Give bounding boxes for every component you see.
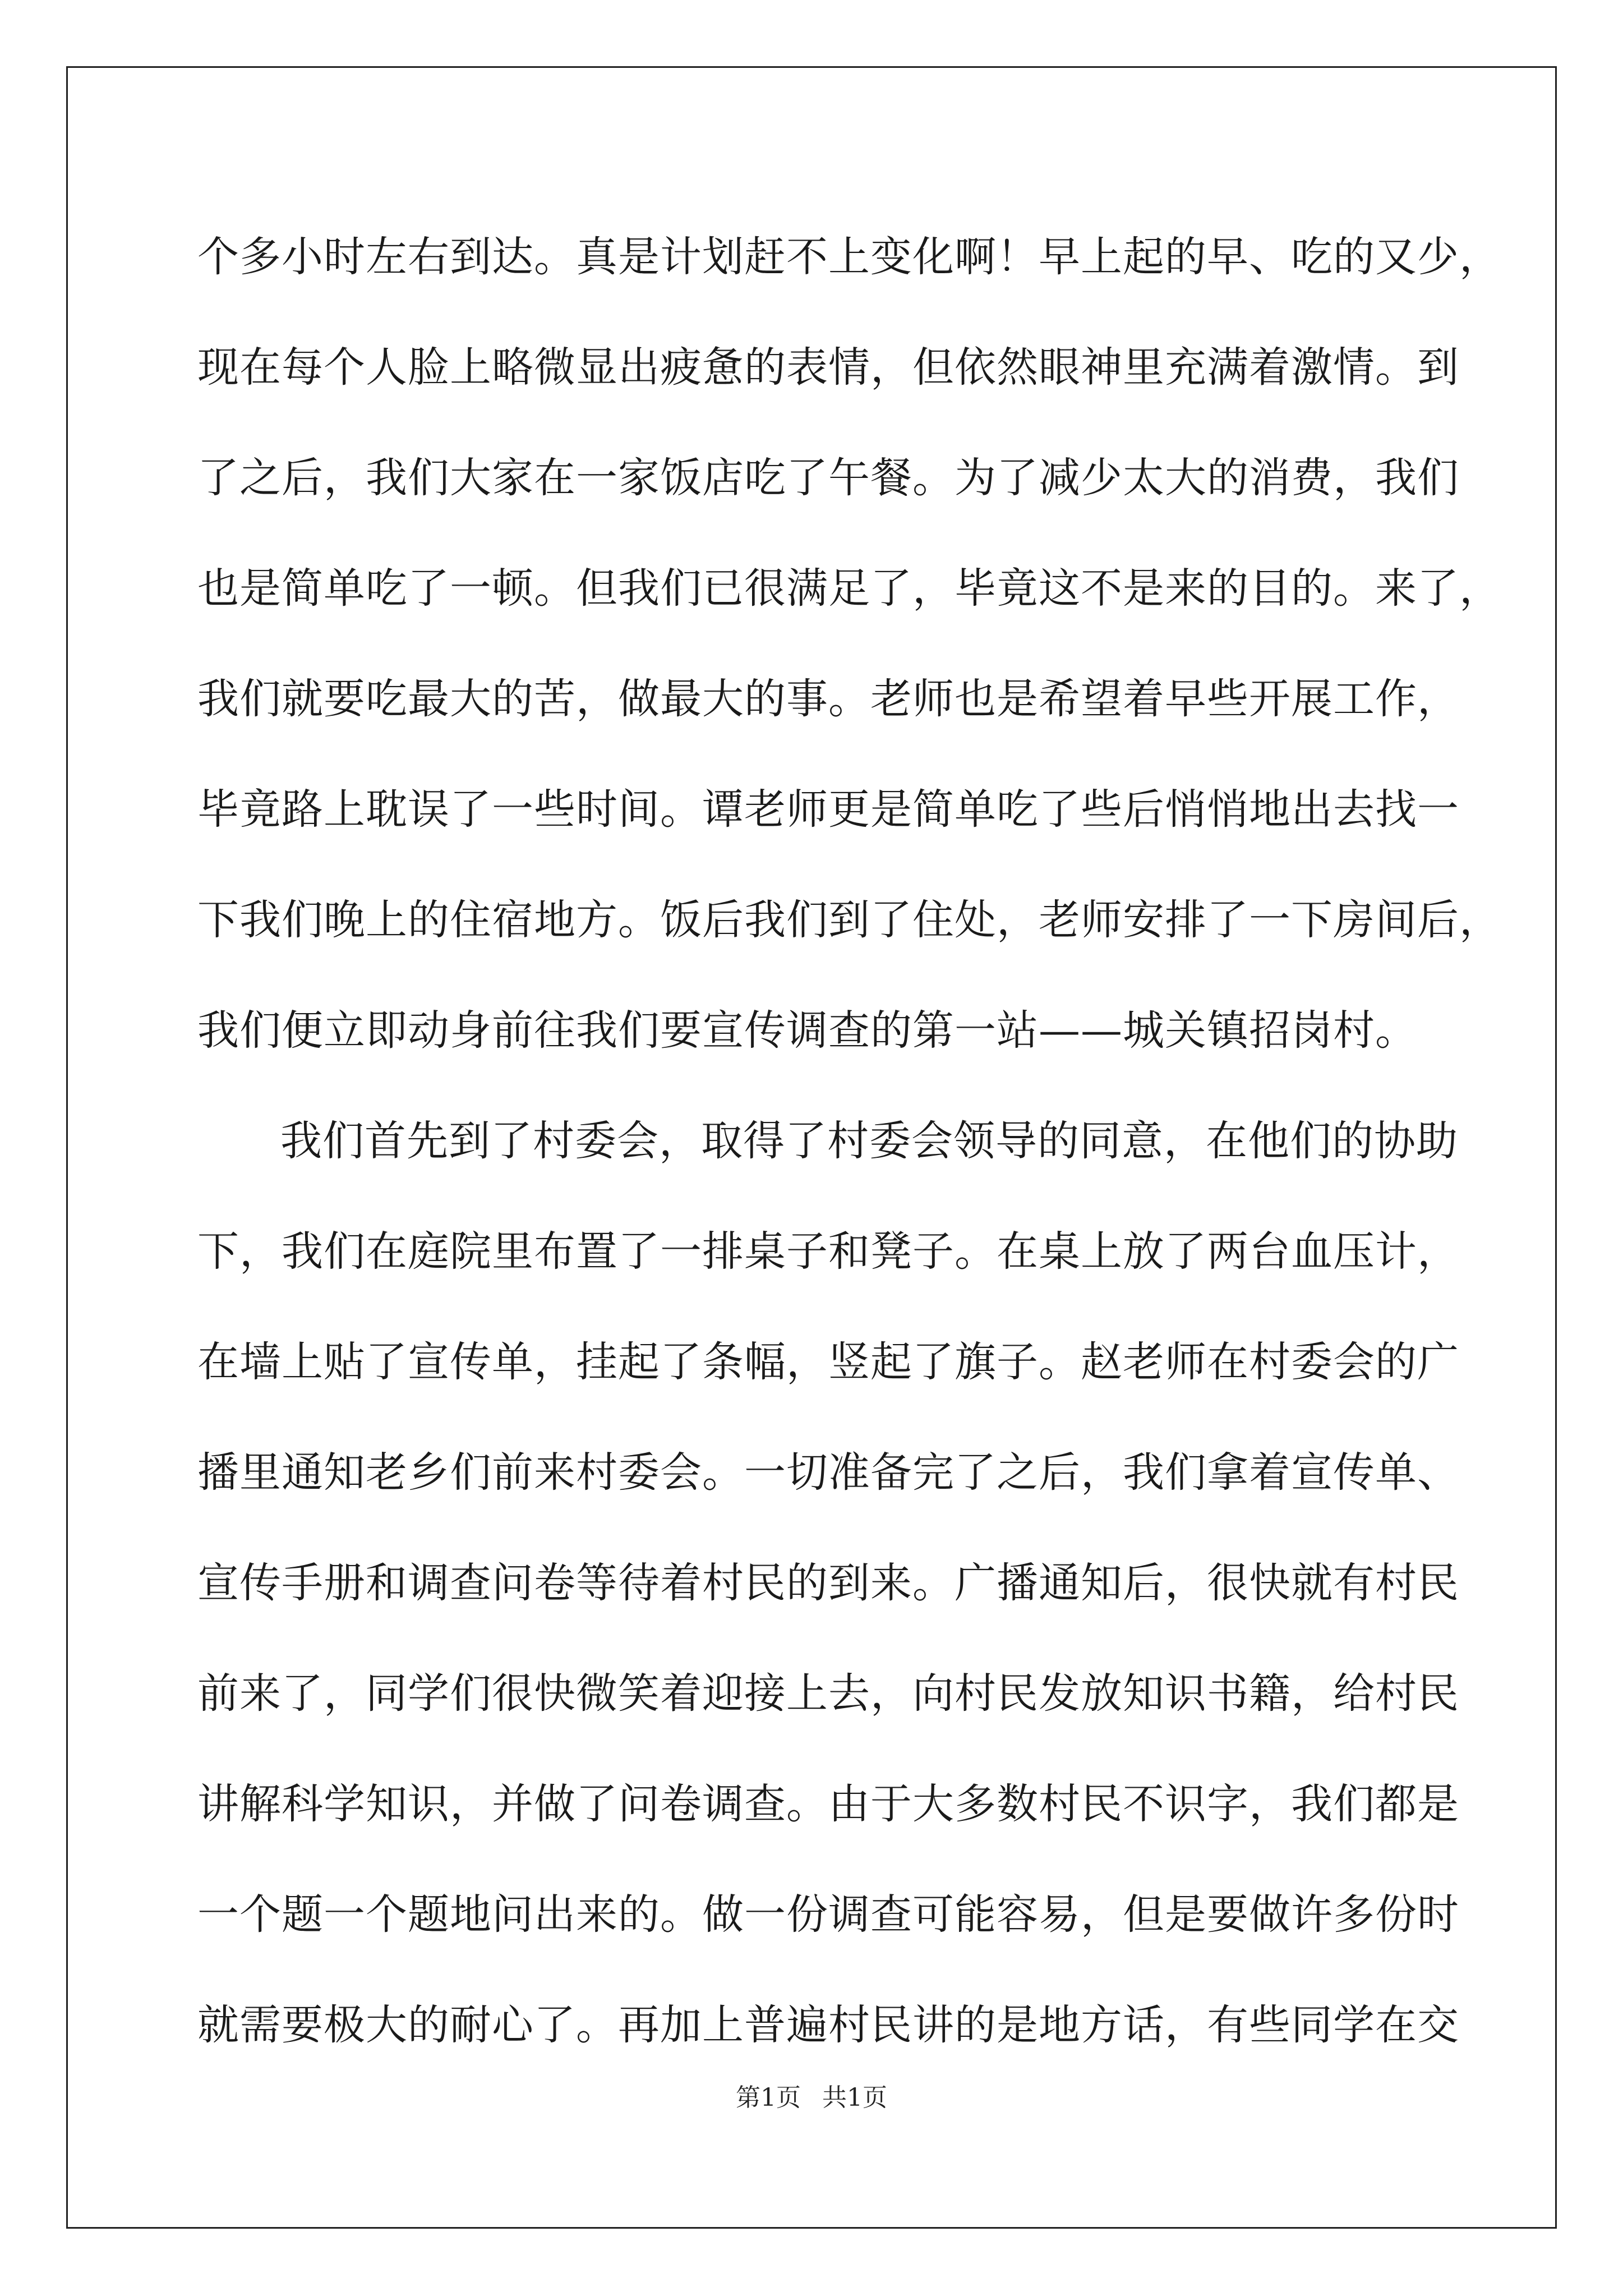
- text-line: 现在每个人脸上略微显出疲惫的表情，但依然眼神里充满着激情。到: [197, 343, 1459, 392]
- text-line: 播里通知老乡们前来村委会。一切准备完了之后，我们拿着宣传单、: [197, 1448, 1459, 1497]
- page-count: 共1页: [822, 2083, 887, 2112]
- text-line: 前来了，同学们很快微笑着迎接上去，向村民发放知识书籍，给村民: [197, 1669, 1459, 1718]
- text-line: 在墙上贴了宣传单，挂起了条幅，竖起了旗子。赵老师在村委会的广: [197, 1338, 1459, 1386]
- text-line: 我们就要吃最大的苦，做最大的事。老师也是希望着早些开展工作，: [197, 675, 1459, 723]
- text-line: 毕竟路上耽误了一些时间。谭老师更是简单吃了些后悄悄地出去找一: [197, 785, 1459, 834]
- text-line: 了之后，我们大家在一家饭店吃了午餐。为了减少太大的消费，我们: [197, 454, 1459, 502]
- text-line: 宣传手册和调查问卷等待着村民的到来。广播通知后，很快就有村民: [197, 1559, 1459, 1607]
- text-line: 下，我们在庭院里布置了一排桌子和凳子。在桌上放了两台血压计，: [197, 1227, 1459, 1276]
- page-number: 第1页: [736, 2083, 801, 2112]
- text-line: 一个题一个题地问出来的。做一份调查可能容易，但是要做许多份时: [197, 1890, 1459, 1939]
- text-line: 个多小时左右到达。真是计划赶不上变化啊！早上起的早、吃的又少，: [197, 233, 1501, 281]
- text-line: 也是简单吃了一顿。但我们已很满足了，毕竟这不是来的目的。来了，: [197, 564, 1501, 613]
- text-line: 就需要极大的耐心了。再加上普遍村民讲的是地方话，有些同学在交: [197, 2001, 1459, 2049]
- text-line: 讲解科学知识，并做了问卷调查。由于大多数村民不识字，我们都是: [197, 1780, 1459, 1828]
- text-line: 我们便立即动身前往我们要宣传调查的第一站——城关镇招岗村。: [197, 1006, 1417, 1055]
- page-footer: [0, 2082, 1623, 2114]
- text-line: 下我们晚上的住宿地方。饭后我们到了住处，老师安排了一下房间后，: [197, 896, 1501, 944]
- text-line: 我们首先到了村委会，取得了村委会领导的同意，在他们的协助: [280, 1117, 1458, 1165]
